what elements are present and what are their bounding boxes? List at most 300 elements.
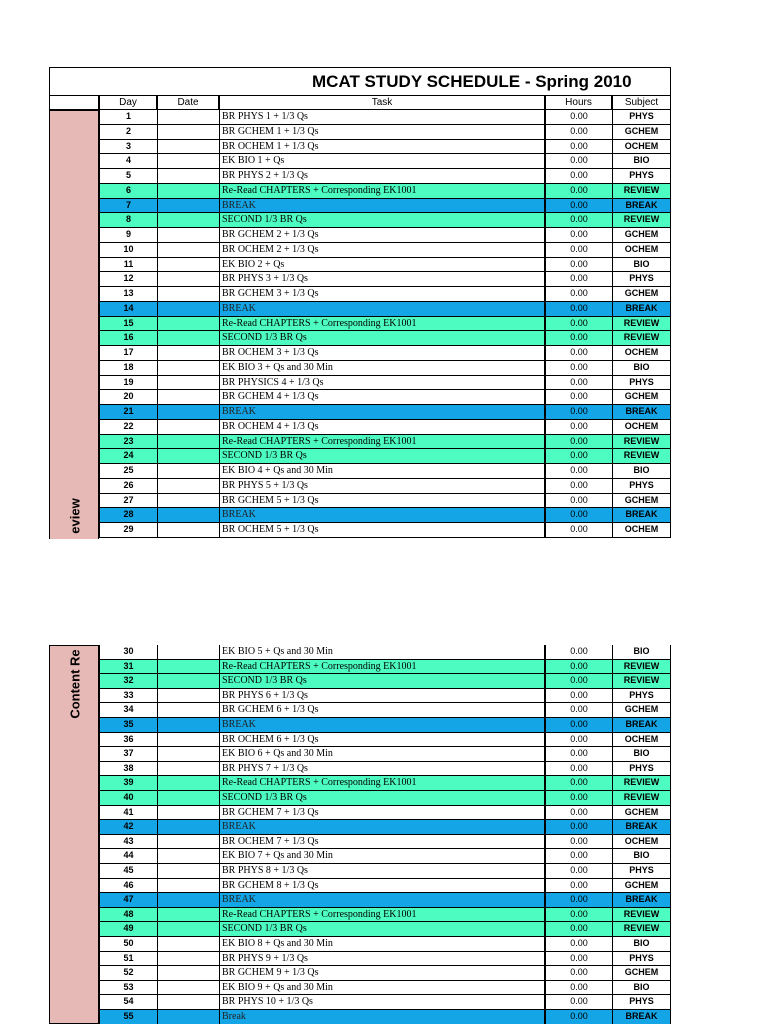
hours-cell: 0.00 bbox=[545, 922, 612, 937]
hours-cell: 0.00 bbox=[545, 762, 612, 777]
table-row bbox=[49, 228, 672, 243]
hours-cell: 0.00 bbox=[545, 981, 612, 996]
task-cell: BR OCHEM 1 + 1/3 Qs bbox=[219, 140, 545, 155]
subject-cell: BREAK bbox=[612, 302, 671, 317]
day-cell: 5 bbox=[99, 169, 157, 184]
day-cell: 52 bbox=[99, 966, 157, 981]
hours-cell: 0.00 bbox=[545, 1010, 612, 1024]
day-cell: 30 bbox=[99, 645, 157, 660]
task-cell: BR OCHEM 3 + 1/3 Qs bbox=[219, 346, 545, 361]
hours-cell: 0.00 bbox=[545, 199, 612, 214]
table-row bbox=[49, 272, 672, 287]
table-row bbox=[49, 169, 672, 184]
day-cell: 47 bbox=[99, 893, 157, 908]
date-cell bbox=[157, 125, 219, 140]
task-cell: BR PHYS 9 + 1/3 Qs bbox=[219, 952, 545, 967]
hours-cell: 0.00 bbox=[545, 420, 612, 435]
date-cell bbox=[157, 747, 219, 762]
date-cell bbox=[157, 849, 219, 864]
day-cell: 12 bbox=[99, 272, 157, 287]
task-cell: BR PHYS 3 + 1/3 Qs bbox=[219, 272, 545, 287]
hours-cell: 0.00 bbox=[545, 346, 612, 361]
hours-cell: 0.00 bbox=[545, 966, 612, 981]
hours-cell: 0.00 bbox=[545, 464, 612, 479]
subject-cell: GCHEM bbox=[612, 125, 671, 140]
date-cell bbox=[157, 110, 219, 125]
subject-cell: GCHEM bbox=[612, 390, 671, 405]
date-cell bbox=[157, 922, 219, 937]
date-cell bbox=[157, 140, 219, 155]
table-row bbox=[49, 718, 672, 733]
table-row bbox=[49, 791, 672, 806]
day-cell: 33 bbox=[99, 689, 157, 704]
date-cell bbox=[157, 228, 219, 243]
day-cell: 49 bbox=[99, 922, 157, 937]
task-cell: BR GCHEM 1 + 1/3 Qs bbox=[219, 125, 545, 140]
day-cell: 46 bbox=[99, 879, 157, 894]
task-cell: BR PHYS 10 + 1/3 Qs bbox=[219, 995, 545, 1010]
header-blank bbox=[49, 95, 99, 110]
subject-cell: BREAK bbox=[612, 718, 671, 733]
date-cell bbox=[157, 879, 219, 894]
subject-cell: REVIEW bbox=[612, 791, 671, 806]
hours-cell: 0.00 bbox=[545, 287, 612, 302]
day-cell: 10 bbox=[99, 243, 157, 258]
hours-cell: 0.00 bbox=[545, 820, 612, 835]
day-cell: 43 bbox=[99, 835, 157, 850]
hours-cell: 0.00 bbox=[545, 376, 612, 391]
subject-cell: REVIEW bbox=[612, 922, 671, 937]
hours-cell: 0.00 bbox=[545, 317, 612, 332]
hours-cell: 0.00 bbox=[545, 405, 612, 420]
day-cell: 35 bbox=[99, 718, 157, 733]
table-row bbox=[49, 390, 672, 405]
task-cell: BR PHYS 5 + 1/3 Qs bbox=[219, 479, 545, 494]
table-row bbox=[49, 952, 672, 967]
date-cell bbox=[157, 820, 219, 835]
day-cell: 45 bbox=[99, 864, 157, 879]
day-cell: 27 bbox=[99, 494, 157, 509]
day-cell: 17 bbox=[99, 346, 157, 361]
task-cell: SECOND 1/3 BR Qs bbox=[219, 331, 545, 346]
hours-cell: 0.00 bbox=[545, 703, 612, 718]
date-cell bbox=[157, 184, 219, 199]
date-cell bbox=[157, 154, 219, 169]
title-row bbox=[49, 67, 671, 95]
table-row bbox=[49, 660, 672, 675]
subject-cell: PHYS bbox=[612, 169, 671, 184]
task-cell: BR OCHEM 5 + 1/3 Qs bbox=[219, 523, 545, 538]
task-cell: EK BIO 3 + Qs and 30 Min bbox=[219, 361, 545, 376]
task-cell: BR GCHEM 4 + 1/3 Qs bbox=[219, 390, 545, 405]
date-cell bbox=[157, 645, 219, 660]
task-cell: BREAK bbox=[219, 718, 545, 733]
date-cell bbox=[157, 405, 219, 420]
day-cell: 1 bbox=[99, 110, 157, 125]
day-cell: 6 bbox=[99, 184, 157, 199]
hours-cell: 0.00 bbox=[545, 479, 612, 494]
table-row bbox=[49, 966, 672, 981]
task-cell: BR GCHEM 8 + 1/3 Qs bbox=[219, 879, 545, 894]
task-cell: BR PHYS 8 + 1/3 Qs bbox=[219, 864, 545, 879]
task-cell: BR GCHEM 9 + 1/3 Qs bbox=[219, 966, 545, 981]
subject-cell: BIO bbox=[612, 154, 671, 169]
table-row bbox=[49, 258, 672, 273]
subject-cell: REVIEW bbox=[612, 213, 671, 228]
task-cell: EK BIO 1 + Qs bbox=[219, 154, 545, 169]
subject-cell: GCHEM bbox=[612, 966, 671, 981]
subject-cell: OCHEM bbox=[612, 835, 671, 850]
day-cell: 48 bbox=[99, 908, 157, 923]
table-row bbox=[49, 125, 672, 140]
task-cell: EK BIO 6 + Qs and 30 Min bbox=[219, 747, 545, 762]
table-row bbox=[49, 981, 672, 996]
hours-cell: 0.00 bbox=[545, 169, 612, 184]
day-cell: 42 bbox=[99, 820, 157, 835]
subject-cell: PHYS bbox=[612, 110, 671, 125]
subject-cell: REVIEW bbox=[612, 908, 671, 923]
day-cell: 8 bbox=[99, 213, 157, 228]
subject-cell: OCHEM bbox=[612, 243, 671, 258]
subject-cell: BIO bbox=[612, 645, 671, 660]
table-row bbox=[49, 494, 672, 509]
table-row bbox=[49, 508, 672, 523]
table-row bbox=[49, 820, 672, 835]
date-cell bbox=[157, 376, 219, 391]
task-cell: Re-Read CHAPTERS + Corresponding EK1001 bbox=[219, 660, 545, 675]
date-cell bbox=[157, 464, 219, 479]
day-cell: 23 bbox=[99, 435, 157, 450]
table-row bbox=[49, 184, 672, 199]
table-row bbox=[49, 849, 672, 864]
hours-cell: 0.00 bbox=[545, 806, 612, 821]
header-date: Date bbox=[157, 95, 219, 110]
subject-cell: GCHEM bbox=[612, 879, 671, 894]
subject-cell: REVIEW bbox=[612, 435, 671, 450]
date-cell bbox=[157, 169, 219, 184]
task-cell: BREAK bbox=[219, 302, 545, 317]
subject-cell: BIO bbox=[612, 464, 671, 479]
hours-cell: 0.00 bbox=[545, 645, 612, 660]
day-cell: 24 bbox=[99, 449, 157, 464]
subject-cell: GCHEM bbox=[612, 806, 671, 821]
hours-cell: 0.00 bbox=[545, 523, 612, 538]
hours-cell: 0.00 bbox=[545, 140, 612, 155]
task-cell: BREAK bbox=[219, 508, 545, 523]
table-row bbox=[49, 908, 672, 923]
hours-cell: 0.00 bbox=[545, 776, 612, 791]
date-cell bbox=[157, 435, 219, 450]
table-row bbox=[49, 995, 672, 1010]
subject-cell: REVIEW bbox=[612, 674, 671, 689]
date-cell bbox=[157, 791, 219, 806]
date-cell bbox=[157, 718, 219, 733]
date-cell bbox=[157, 1010, 219, 1024]
table-row bbox=[49, 937, 672, 952]
date-cell bbox=[157, 674, 219, 689]
day-cell: 28 bbox=[99, 508, 157, 523]
subject-cell: PHYS bbox=[612, 952, 671, 967]
task-cell: Re-Read CHAPTERS + Corresponding EK1001 bbox=[219, 317, 545, 332]
header-hours: Hours bbox=[545, 95, 612, 110]
date-cell bbox=[157, 893, 219, 908]
table-row bbox=[49, 287, 672, 302]
day-cell: 9 bbox=[99, 228, 157, 243]
day-cell: 38 bbox=[99, 762, 157, 777]
day-cell: 7 bbox=[99, 199, 157, 214]
header-task: Task bbox=[219, 95, 545, 110]
hours-cell: 0.00 bbox=[545, 228, 612, 243]
date-cell bbox=[157, 302, 219, 317]
table-header bbox=[49, 95, 672, 110]
day-cell: 44 bbox=[99, 849, 157, 864]
date-cell bbox=[157, 806, 219, 821]
day-cell: 40 bbox=[99, 791, 157, 806]
subject-cell: GCHEM bbox=[612, 703, 671, 718]
date-cell bbox=[157, 258, 219, 273]
day-cell: 15 bbox=[99, 317, 157, 332]
hours-cell: 0.00 bbox=[545, 213, 612, 228]
day-cell: 50 bbox=[99, 937, 157, 952]
table-row bbox=[49, 199, 672, 214]
task-cell: SECOND 1/3 BR Qs bbox=[219, 449, 545, 464]
table-row bbox=[49, 689, 672, 704]
subject-cell: PHYS bbox=[612, 272, 671, 287]
day-cell: 53 bbox=[99, 981, 157, 996]
date-cell bbox=[157, 776, 219, 791]
table-row bbox=[49, 154, 672, 169]
date-cell bbox=[157, 835, 219, 850]
table-row bbox=[49, 1010, 672, 1024]
day-cell: 19 bbox=[99, 376, 157, 391]
subject-cell: BIO bbox=[612, 849, 671, 864]
day-cell: 29 bbox=[99, 523, 157, 538]
day-cell: 13 bbox=[99, 287, 157, 302]
table-row bbox=[49, 893, 672, 908]
date-cell bbox=[157, 272, 219, 287]
table-row bbox=[49, 140, 672, 155]
hours-cell: 0.00 bbox=[545, 689, 612, 704]
hours-cell: 0.00 bbox=[545, 449, 612, 464]
page-title: MCAT STUDY SCHEDULE - Spring 2010 bbox=[312, 72, 632, 91]
subject-cell: REVIEW bbox=[612, 776, 671, 791]
date-cell bbox=[157, 317, 219, 332]
date-cell bbox=[157, 762, 219, 777]
table-row bbox=[49, 331, 672, 346]
date-cell bbox=[157, 660, 219, 675]
subject-cell: BIO bbox=[612, 361, 671, 376]
task-cell: Re-Read CHAPTERS + Corresponding EK1001 bbox=[219, 908, 545, 923]
hours-cell: 0.00 bbox=[545, 154, 612, 169]
task-cell: SECOND 1/3 BR Qs bbox=[219, 674, 545, 689]
task-cell: Break bbox=[219, 1010, 545, 1024]
subject-cell: REVIEW bbox=[612, 449, 671, 464]
task-cell: BR PHYS 2 + 1/3 Qs bbox=[219, 169, 545, 184]
day-cell: 55 bbox=[99, 1010, 157, 1024]
table-row bbox=[49, 523, 672, 538]
hours-cell: 0.00 bbox=[545, 849, 612, 864]
task-cell: BR GCHEM 5 + 1/3 Qs bbox=[219, 494, 545, 509]
subject-cell: PHYS bbox=[612, 864, 671, 879]
table-row bbox=[49, 835, 672, 850]
hours-cell: 0.00 bbox=[545, 937, 612, 952]
table-row bbox=[49, 435, 672, 450]
subject-cell: BREAK bbox=[612, 508, 671, 523]
hours-cell: 0.00 bbox=[545, 835, 612, 850]
date-cell bbox=[157, 213, 219, 228]
task-cell: BR PHYS 1 + 1/3 Qs bbox=[219, 110, 545, 125]
header-day: Day bbox=[99, 95, 157, 110]
day-cell: 39 bbox=[99, 776, 157, 791]
side-label-content: Content Re bbox=[67, 649, 83, 719]
task-cell: BREAK bbox=[219, 893, 545, 908]
subject-cell: BIO bbox=[612, 747, 671, 762]
task-cell: BR GCHEM 3 + 1/3 Qs bbox=[219, 287, 545, 302]
date-cell bbox=[157, 864, 219, 879]
date-cell bbox=[157, 449, 219, 464]
hours-cell: 0.00 bbox=[545, 660, 612, 675]
hours-cell: 0.00 bbox=[545, 733, 612, 748]
subject-cell: PHYS bbox=[612, 376, 671, 391]
hours-cell: 0.00 bbox=[545, 494, 612, 509]
date-cell bbox=[157, 689, 219, 704]
task-cell: BR GCHEM 7 + 1/3 Qs bbox=[219, 806, 545, 821]
table-row bbox=[49, 645, 672, 660]
task-cell: SECOND 1/3 BR Qs bbox=[219, 922, 545, 937]
hours-cell: 0.00 bbox=[545, 331, 612, 346]
table-row bbox=[49, 703, 672, 718]
subject-cell: BIO bbox=[612, 937, 671, 952]
subject-cell: BREAK bbox=[612, 405, 671, 420]
table-row bbox=[49, 346, 672, 361]
day-cell: 36 bbox=[99, 733, 157, 748]
subject-cell: GCHEM bbox=[612, 494, 671, 509]
task-cell: BREAK bbox=[219, 199, 545, 214]
hours-cell: 0.00 bbox=[545, 747, 612, 762]
day-cell: 51 bbox=[99, 952, 157, 967]
hours-cell: 0.00 bbox=[545, 435, 612, 450]
hours-cell: 0.00 bbox=[545, 908, 612, 923]
hours-cell: 0.00 bbox=[545, 243, 612, 258]
hours-cell: 0.00 bbox=[545, 893, 612, 908]
hours-cell: 0.00 bbox=[545, 864, 612, 879]
date-cell bbox=[157, 287, 219, 302]
subject-cell: GCHEM bbox=[612, 287, 671, 302]
task-cell: EK BIO 7 + Qs and 30 Min bbox=[219, 849, 545, 864]
table-row bbox=[49, 110, 672, 125]
table-row bbox=[49, 420, 672, 435]
header-subject: Subject bbox=[612, 95, 671, 110]
day-cell: 21 bbox=[99, 405, 157, 420]
hours-cell: 0.00 bbox=[545, 302, 612, 317]
hours-cell: 0.00 bbox=[545, 272, 612, 287]
subject-cell: GCHEM bbox=[612, 228, 671, 243]
date-cell bbox=[157, 952, 219, 967]
subject-cell: BREAK bbox=[612, 820, 671, 835]
table-row bbox=[49, 213, 672, 228]
subject-cell: OCHEM bbox=[612, 523, 671, 538]
table-row bbox=[49, 479, 672, 494]
day-cell: 4 bbox=[99, 154, 157, 169]
day-cell: 37 bbox=[99, 747, 157, 762]
day-cell: 25 bbox=[99, 464, 157, 479]
subject-cell: PHYS bbox=[612, 762, 671, 777]
hours-cell: 0.00 bbox=[545, 952, 612, 967]
task-cell: BR GCHEM 6 + 1/3 Qs bbox=[219, 703, 545, 718]
date-cell bbox=[157, 390, 219, 405]
day-cell: 22 bbox=[99, 420, 157, 435]
day-cell: 18 bbox=[99, 361, 157, 376]
hours-cell: 0.00 bbox=[545, 390, 612, 405]
date-cell bbox=[157, 995, 219, 1010]
subject-cell: BIO bbox=[612, 981, 671, 996]
date-cell bbox=[157, 420, 219, 435]
date-cell bbox=[157, 361, 219, 376]
subject-cell: OCHEM bbox=[612, 420, 671, 435]
task-cell: BR PHYSICS 4 + 1/3 Qs bbox=[219, 376, 545, 391]
subject-cell: REVIEW bbox=[612, 184, 671, 199]
table-row bbox=[49, 747, 672, 762]
table-row bbox=[49, 879, 672, 894]
subject-cell: PHYS bbox=[612, 995, 671, 1010]
date-cell bbox=[157, 703, 219, 718]
hours-cell: 0.00 bbox=[545, 110, 612, 125]
side-label-review: eview bbox=[67, 498, 83, 534]
day-cell: 26 bbox=[99, 479, 157, 494]
hours-cell: 0.00 bbox=[545, 791, 612, 806]
task-cell: Re-Read CHAPTERS + Corresponding EK1001 bbox=[219, 776, 545, 791]
day-cell: 14 bbox=[99, 302, 157, 317]
subject-cell: BIO bbox=[612, 258, 671, 273]
date-cell bbox=[157, 523, 219, 538]
day-cell: 20 bbox=[99, 390, 157, 405]
date-cell bbox=[157, 346, 219, 361]
subject-cell: BREAK bbox=[612, 199, 671, 214]
subject-cell: REVIEW bbox=[612, 317, 671, 332]
day-cell: 16 bbox=[99, 331, 157, 346]
date-cell bbox=[157, 908, 219, 923]
subject-cell: BREAK bbox=[612, 1010, 671, 1024]
date-cell bbox=[157, 199, 219, 214]
hours-cell: 0.00 bbox=[545, 674, 612, 689]
date-cell bbox=[157, 937, 219, 952]
task-cell: EK BIO 5 + Qs and 30 Min bbox=[219, 645, 545, 660]
subject-cell: OCHEM bbox=[612, 346, 671, 361]
task-cell: EK BIO 4 + Qs and 30 Min bbox=[219, 464, 545, 479]
subject-cell: OCHEM bbox=[612, 733, 671, 748]
table-row bbox=[49, 243, 672, 258]
hours-cell: 0.00 bbox=[545, 258, 612, 273]
task-cell: EK BIO 8 + Qs and 30 Min bbox=[219, 937, 545, 952]
task-cell: EK BIO 9 + Qs and 30 Min bbox=[219, 981, 545, 996]
table-row bbox=[49, 376, 672, 391]
hours-cell: 0.00 bbox=[545, 995, 612, 1010]
day-cell: 3 bbox=[99, 140, 157, 155]
hours-cell: 0.00 bbox=[545, 718, 612, 733]
schedule-page-1 bbox=[49, 67, 672, 539]
subject-cell: OCHEM bbox=[612, 140, 671, 155]
day-cell: 34 bbox=[99, 703, 157, 718]
date-cell bbox=[157, 243, 219, 258]
table-row bbox=[49, 317, 672, 332]
task-cell: BREAK bbox=[219, 405, 545, 420]
date-cell bbox=[157, 966, 219, 981]
table-row bbox=[49, 864, 672, 879]
table-row bbox=[49, 806, 672, 821]
subject-cell: REVIEW bbox=[612, 660, 671, 675]
task-cell: BR OCHEM 2 + 1/3 Qs bbox=[219, 243, 545, 258]
day-cell: 32 bbox=[99, 674, 157, 689]
